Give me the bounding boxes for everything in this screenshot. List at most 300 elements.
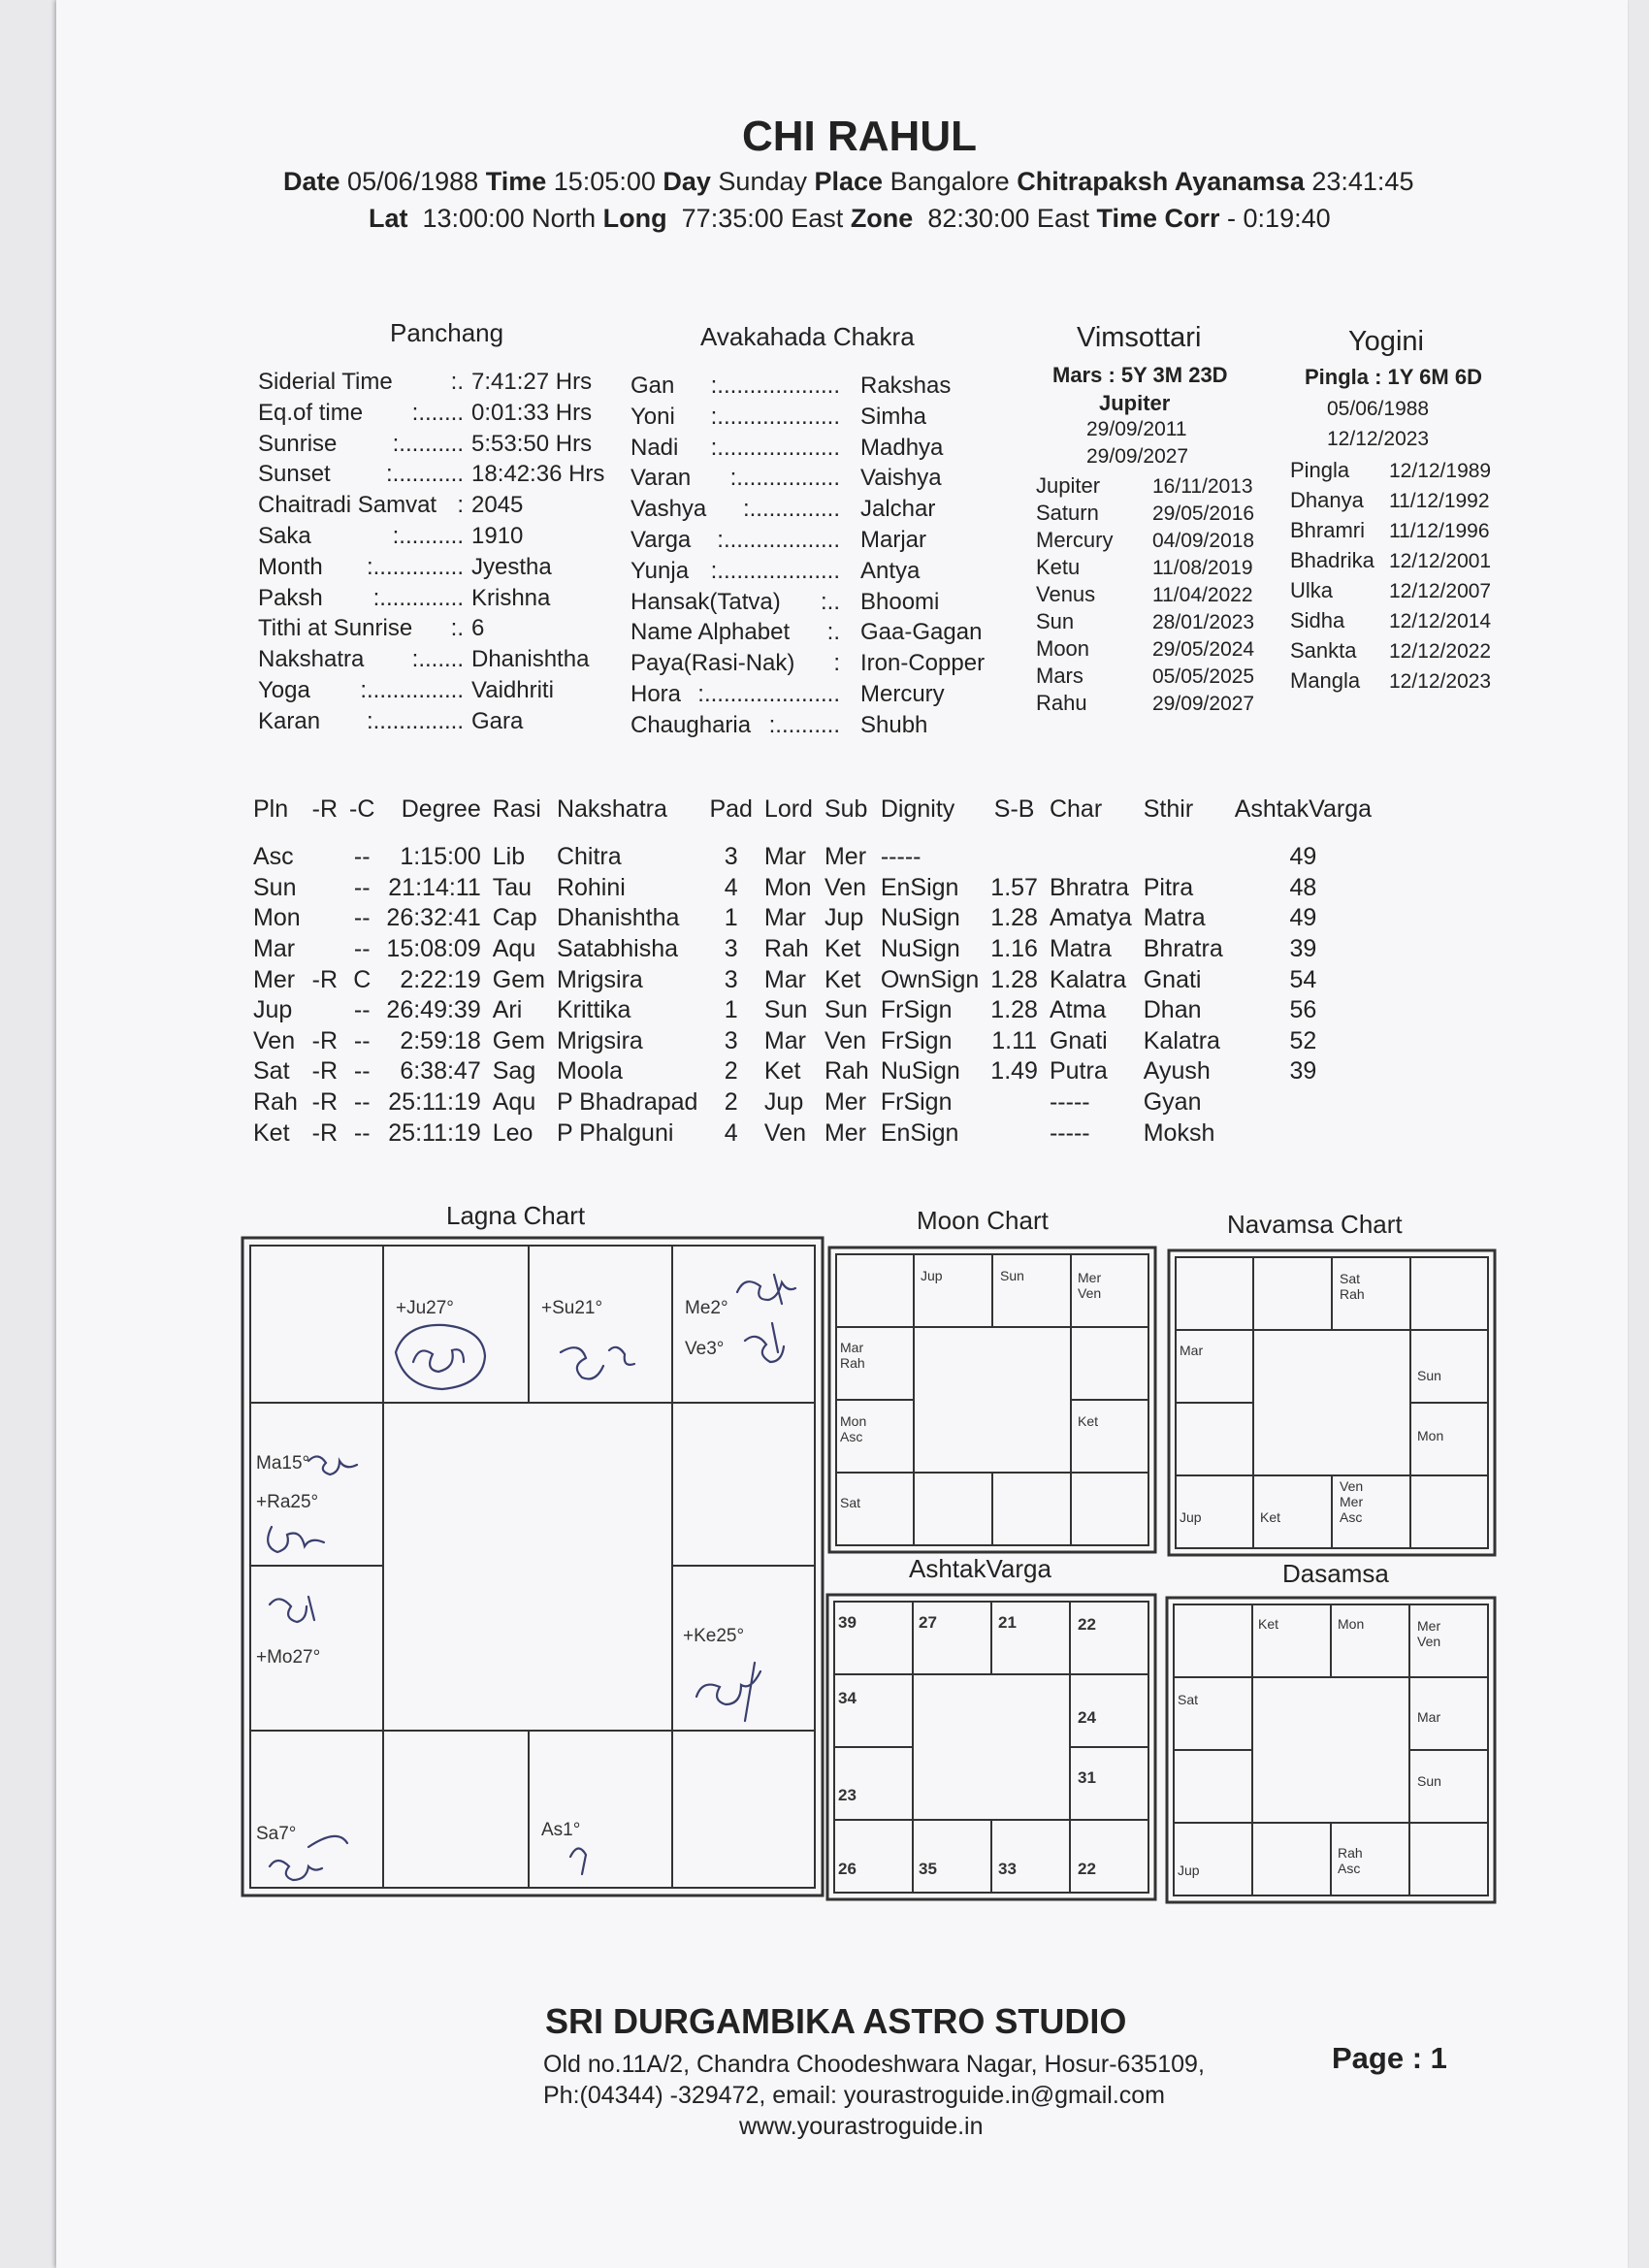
- planet-table-cell: [307, 873, 343, 904]
- planet-table-cell: 2:59:18: [400, 1026, 481, 1054]
- lagna-mer-label: Me2°: [685, 1298, 728, 1318]
- planet-table-row: [247, 1026, 1377, 1057]
- dasamsa-cell-sat: Sat: [1178, 1692, 1199, 1707]
- planet-table-cell: Mar: [763, 843, 806, 871]
- planet-table-cell: 26:49:39: [386, 996, 481, 1024]
- planet-table-cell: --: [353, 935, 371, 963]
- planet-table-cell: Mon: [253, 904, 301, 932]
- panchang-row-label: Yoga: [258, 677, 310, 703]
- yogini-date: 12/12/2001: [1389, 550, 1492, 572]
- planet-table-cell: 49: [1289, 904, 1317, 932]
- chart-owner-name: CHI RAHUL: [742, 113, 977, 160]
- planet-table-cell: Ven: [824, 1026, 867, 1054]
- planet-table-cell: Bhratra: [1049, 873, 1129, 901]
- planet-table-cell: [985, 1087, 1044, 1118]
- av-cell-r0c2: 21: [998, 1613, 1017, 1632]
- planet-table-cell: Chitra: [556, 843, 622, 871]
- yogini-date: 11/12/1996: [1389, 520, 1490, 542]
- planet-table-cell: [307, 995, 343, 1026]
- avakahada-row-value: Madhya: [860, 434, 944, 461]
- planet-table-cell: Mon: [763, 873, 812, 901]
- planet-table-cell: --: [353, 1118, 371, 1147]
- planet-table-cell: 26:32:41: [386, 904, 481, 932]
- planet-table-cell: Gyan: [1143, 1088, 1202, 1117]
- planet-table-cell: Mar: [763, 904, 806, 932]
- planet-table-cell: --: [353, 904, 371, 932]
- navamsa-cell-mer: Mer: [1340, 1494, 1364, 1509]
- planet-table-cell: Pitra: [1143, 873, 1194, 901]
- panchang-row-label: Siderial Time: [258, 369, 393, 395]
- planet-table-cell: 1:15:00: [400, 843, 481, 871]
- planet-table-cell: Mer: [824, 843, 867, 871]
- vimsottari-current: Jupiter: [1099, 391, 1171, 415]
- moon-cell-asc: Asc: [840, 1429, 863, 1444]
- planet-table-cell: Tau: [492, 873, 533, 901]
- vimsottari-date: 16/11/2013: [1152, 475, 1253, 498]
- planet-table-cell: 25:11:19: [388, 1118, 481, 1147]
- moon-chart: [827, 1246, 1157, 1554]
- planet-table-cell: 1: [724, 904, 738, 932]
- planet-table-cell: FrSign: [880, 1088, 953, 1117]
- panchang-title: Panchang: [390, 318, 504, 347]
- vimsottari-date: 11/04/2022: [1152, 584, 1253, 606]
- planet-table-header: S-B: [993, 795, 1035, 823]
- avakahada-row-label: Yoni: [630, 403, 675, 430]
- planet-table-cell: Putra: [1049, 1057, 1108, 1085]
- vimsottari-date: 29/09/2027: [1152, 693, 1255, 715]
- navamsa-cell-sun: Sun: [1417, 1368, 1441, 1383]
- vimsottari-planet: Mercury: [1036, 528, 1114, 552]
- lagna-sun-label: +Su21°: [541, 1298, 603, 1318]
- panchang-row-value: Dhanishtha: [471, 646, 590, 673]
- planet-table-header: -R: [311, 795, 339, 823]
- vimsottari-date: 29/05/2016: [1152, 502, 1255, 525]
- av-cell-r1c3: 24: [1078, 1708, 1096, 1727]
- planet-table-header: -C: [349, 795, 375, 823]
- planet-table-cell: Kalatra: [1049, 965, 1127, 993]
- planet-table-cell: Kalatra: [1143, 1026, 1220, 1054]
- navamsa-cell-sat: Sat: [1340, 1271, 1361, 1286]
- planet-table-cell: Asc: [253, 843, 294, 871]
- avakahada-title: Avakahada Chakra: [700, 322, 915, 351]
- planet-table-cell: Sun: [763, 996, 808, 1024]
- planet-table-cell: 15:08:09: [386, 935, 481, 963]
- planet-table-row: [247, 1056, 1377, 1087]
- planet-table-cell: Amatya: [1049, 904, 1132, 932]
- planet-table-cell: 1.16: [990, 935, 1038, 963]
- dasamsa-cell-jup: Jup: [1178, 1863, 1200, 1878]
- navamsa-cell-mar: Mar: [1180, 1343, 1204, 1358]
- av-cell-r3c3: 22: [1078, 1860, 1096, 1878]
- planet-table-cell: 3: [724, 935, 738, 963]
- moon-cell-rah: Rah: [840, 1355, 865, 1371]
- lagna-asc-label: As1°: [541, 1820, 581, 1840]
- planet-table-cell: Aqu: [492, 1088, 536, 1117]
- panchang-row-value: 0:01:33 Hrs: [471, 399, 593, 426]
- birth-details-line-2: Lat 13:00:00 North Long 77:35:00 East Zone 82:30:00 East Time Corr - 0:19:40: [369, 204, 1331, 233]
- vimsottari-end: 29/09/2027: [1086, 445, 1189, 468]
- planet-table-cell: 3: [724, 1026, 738, 1054]
- vimsottari-date: 11/08/2019: [1152, 557, 1253, 579]
- planet-table-cell: 39: [1289, 1057, 1317, 1085]
- lagna-chart-title: Lagna Chart: [446, 1201, 586, 1230]
- planet-table-cell: 25:11:19: [388, 1088, 481, 1117]
- moon-cell-ket: Ket: [1078, 1413, 1099, 1429]
- planet-table-cell: Ven: [253, 1026, 296, 1054]
- planet-table-header: Nakshatra: [556, 795, 667, 823]
- planet-table-row: [247, 1118, 1377, 1149]
- planet-table-cell: Atma: [1049, 996, 1107, 1024]
- planet-table-cell: Rohini: [556, 873, 626, 901]
- vimsottari-planet: Mars: [1036, 664, 1083, 688]
- moon-cell-ven: Ven: [1078, 1285, 1102, 1301]
- planet-table-row: [247, 842, 1377, 873]
- planet-table-header: Sub: [824, 795, 868, 823]
- navamsa-cell-ven: Ven: [1340, 1478, 1364, 1494]
- planet-table-row: [247, 934, 1377, 965]
- planet-table-cell: Rah: [763, 935, 809, 963]
- avakahada-row-value: Gaa-Gagan: [860, 619, 983, 646]
- moon-chart-title: Moon Chart: [917, 1206, 1049, 1235]
- planet-table-cell: P Bhadrapad: [556, 1088, 698, 1117]
- planet-table-cell: P Phalguni: [556, 1118, 674, 1147]
- panchang-row-value: 7:41:27 Hrs: [471, 369, 593, 395]
- dasamsa-cell-mar: Mar: [1417, 1709, 1441, 1725]
- vimsottari-planet: Jupiter: [1036, 473, 1101, 498]
- planet-table-cell: 1.49: [990, 1057, 1038, 1085]
- moon-cell-sat: Sat: [840, 1495, 861, 1510]
- planet-table-header: Pad: [709, 795, 753, 823]
- planet-table-cell: 52: [1289, 1026, 1317, 1054]
- avakahada-row-label: Hora: [630, 681, 682, 707]
- panchang-row-label: Eq.of time: [258, 399, 364, 426]
- planet-table-cell: --: [353, 843, 371, 871]
- planet-table-cell: Moksh: [1143, 1118, 1215, 1147]
- planet-table-row: [247, 995, 1377, 1026]
- planet-table-header: Rasi: [492, 795, 541, 823]
- yogini-date: 12/12/2022: [1389, 640, 1492, 663]
- planet-table-cell: 48: [1289, 873, 1317, 901]
- panchang-row-label: Paksh: [258, 584, 323, 611]
- planet-table-cell: EnSign: [880, 1118, 959, 1147]
- panchang-row-value: 18:42:36 Hrs: [471, 461, 605, 488]
- avakahada-row-value: Jalchar: [860, 496, 936, 523]
- yogini-name: Dhanya: [1290, 488, 1364, 512]
- navamsa-cell-ket: Ket: [1260, 1509, 1281, 1525]
- panchang-row-value: Vaidhriti: [471, 677, 554, 703]
- planet-table-cell: 3: [724, 965, 738, 993]
- navamsa-chart-title: Navamsa Chart: [1227, 1210, 1403, 1239]
- studio-contact: Ph:(04344) -329472, email: yourastroguide.in@gmail.com: [543, 2082, 1165, 2109]
- planet-table-cell: 1.28: [990, 965, 1038, 993]
- vimsottari-planet: Saturn: [1036, 501, 1099, 525]
- avakahada-row-label: Varga: [630, 527, 692, 553]
- planet-table-cell: [307, 934, 343, 965]
- dasamsa-cell-mon: Mon: [1338, 1616, 1365, 1632]
- avakahada-row-label: Nadi: [630, 434, 679, 461]
- planet-table-cell: Gem: [492, 1026, 545, 1054]
- planet-table-cell: Sat: [253, 1057, 290, 1085]
- vimsottari-balance: Mars : 5Y 3M 23D: [1052, 363, 1228, 387]
- planet-table-cell: -R: [311, 1088, 339, 1117]
- dasamsa-cell-mer: Mer: [1417, 1618, 1441, 1634]
- planet-table-cell: Ket: [824, 965, 861, 993]
- panchang-row-value: Gara: [471, 707, 524, 734]
- planet-table-cell: -R: [311, 965, 339, 993]
- planet-table-cell: Moola: [556, 1057, 624, 1085]
- planet-table-cell: Rah: [253, 1088, 298, 1117]
- planet-table-cell: Bhratra: [1143, 935, 1223, 963]
- planet-table-cell: 1: [724, 996, 738, 1024]
- lagna-chart: [241, 1236, 824, 1897]
- studio-address: Old no.11A/2, Chandra Choodeshwara Nagar, Hosur-635109,: [543, 2051, 1205, 2078]
- planet-table-cell: [1229, 1087, 1377, 1118]
- vimsottari-planet: Venus: [1036, 582, 1096, 606]
- panchang-row-label: Sunrise: [258, 430, 338, 457]
- planet-table-cell: Gnati: [1143, 965, 1202, 993]
- planet-table-cell: [1044, 842, 1138, 873]
- yogini-name: Bhadrika: [1290, 548, 1374, 572]
- planet-table-cell: 1.57: [990, 873, 1038, 901]
- planet-table-cell: 4: [724, 873, 738, 901]
- panchang-row-label: Saka: [258, 523, 311, 549]
- planet-table-cell: Krittika: [556, 996, 631, 1024]
- birth-details-line-1: Date 05/06/1988 Time 15:05:00 Day Sunday Place Bangalore Chitrapaksh Ayanamsa 23:41:45: [283, 167, 1414, 196]
- lagna-rah-label: +Ra25°: [256, 1492, 319, 1512]
- vimsottari-planet: Ketu: [1036, 555, 1081, 579]
- yogini-date: 12/12/1989: [1389, 460, 1492, 482]
- planet-table-cell: --: [353, 1057, 371, 1085]
- planet-table-cell: 3: [724, 843, 738, 871]
- av-cell-r3c0: 26: [838, 1860, 857, 1878]
- vimsottari-date: 05/05/2025: [1152, 665, 1255, 688]
- planet-table-cell: -R: [311, 1026, 339, 1054]
- planet-table-cell: --: [353, 1088, 371, 1117]
- yogini-name: Pingla: [1290, 458, 1350, 482]
- moon-cell-mer: Mer: [1078, 1270, 1102, 1285]
- avakahada-row-label: Hansak(Tatva): [630, 588, 781, 615]
- planet-table-cell: Mar: [763, 965, 806, 993]
- planet-table-cell: --: [353, 873, 371, 901]
- lagna-ket-label: +Ke25°: [683, 1626, 745, 1646]
- planet-table-cell: NuSign: [880, 935, 960, 963]
- yogini-name: Sidha: [1290, 608, 1345, 632]
- planet-table-cell: 6:38:47: [400, 1057, 481, 1085]
- avakahada-row-value: Simha: [860, 403, 927, 430]
- av-cell-r0c0: 39: [838, 1613, 857, 1632]
- planet-table-cell: 1.28: [990, 904, 1038, 932]
- av-cell-r0c1: 27: [919, 1613, 937, 1632]
- av-cell-r1c0: 34: [838, 1689, 857, 1707]
- avakahada-row-label: Yunja: [630, 557, 690, 584]
- avakahada-row-value: Antya: [860, 557, 921, 584]
- planet-table-cell: Gnati: [1049, 1026, 1108, 1054]
- vimsottari-date: 04/09/2018: [1152, 530, 1255, 552]
- planet-table-cell: Mer: [824, 1118, 867, 1147]
- lagna-sat-label: Sa7°: [256, 1824, 297, 1844]
- avakahada-row-label: Varan: [630, 465, 692, 492]
- moon-cell-jup: Jup: [921, 1268, 943, 1283]
- planet-table-header: Degree: [401, 795, 481, 823]
- planet-table-cell: Jup: [763, 1088, 804, 1117]
- planet-table-cell: 2: [724, 1088, 738, 1117]
- avakahada-row-value: Marjar: [860, 527, 927, 553]
- yogini-end: 12/12/2023: [1327, 428, 1430, 450]
- panchang-row-value: Krishna: [471, 584, 551, 611]
- planet-table-cell: Ket: [763, 1057, 801, 1085]
- avakahada-row-value: Bhoomi: [860, 588, 940, 615]
- planet-table-cell: [985, 1118, 1044, 1149]
- planet-table: [247, 795, 1377, 1149]
- yogini-name: Ulka: [1290, 578, 1334, 602]
- panchang-row-value: 6: [471, 615, 485, 642]
- planet-table-header: AshtakVarga: [1234, 795, 1373, 823]
- planet-table-cell: Dhanishtha: [556, 904, 680, 932]
- page-number: Page : 1: [1332, 2041, 1447, 2075]
- planet-table-cell: Dhan: [1143, 996, 1202, 1024]
- vimsottari-planet: Sun: [1036, 609, 1075, 633]
- av-cell-r3c2: 33: [998, 1860, 1017, 1878]
- planet-table-cell: Jup: [824, 904, 864, 932]
- planet-table-cell: [307, 903, 343, 934]
- planet-table-row: [247, 873, 1377, 904]
- planet-table-header: Char: [1049, 795, 1103, 823]
- av-cell-r0c3: 22: [1078, 1615, 1096, 1634]
- yogini-title: Yogini: [1348, 326, 1424, 357]
- planet-table-cell: Lib: [492, 843, 526, 871]
- planet-table-cell: Cap: [492, 904, 537, 932]
- planet-table-cell: Mrigsira: [556, 965, 643, 993]
- planet-table-cell: --: [353, 996, 371, 1024]
- moon-cell-mar: Mar: [840, 1340, 864, 1355]
- panchang-row-label: Chaitradi Samvat: [258, 492, 437, 519]
- navamsa-cell-rah: Rah: [1340, 1286, 1365, 1302]
- planet-table-cell: 54: [1289, 965, 1317, 993]
- planet-table-cell: 1.11: [991, 1026, 1038, 1054]
- planet-table-cell: -----: [1049, 1118, 1090, 1147]
- planet-table-cell: Sag: [492, 1057, 536, 1085]
- panchang-row-label: Karan: [258, 707, 321, 734]
- planet-table-cell: Leo: [492, 1118, 534, 1147]
- lagna-mon-label: +Mo27°: [256, 1647, 321, 1668]
- panchang-row-label: Month: [258, 553, 323, 580]
- planet-table-cell: Ket: [824, 935, 861, 963]
- planet-table-cell: 49: [1289, 843, 1317, 871]
- navamsa-cell-mon: Mon: [1417, 1428, 1444, 1443]
- moon-cell-mon: Mon: [840, 1413, 867, 1429]
- planet-table-cell: 2: [724, 1057, 738, 1085]
- planet-table-cell: -----: [880, 843, 922, 871]
- planet-table-cell: [1229, 1118, 1377, 1149]
- avakahada-row-value: Iron-Copper: [860, 650, 986, 677]
- vimsottari-start: 29/09/2011: [1086, 418, 1187, 440]
- avakahada-row-value: Rakshas: [860, 373, 952, 399]
- planet-table-row: [247, 1087, 1377, 1118]
- studio-website: www.yourastroguide.in: [739, 2113, 984, 2140]
- navamsa-cell-asc: Asc: [1340, 1509, 1363, 1525]
- planet-table-cell: Gem: [492, 965, 545, 993]
- dasamsa-cell-asc: Asc: [1338, 1861, 1361, 1876]
- yogini-date: 11/12/1992: [1389, 490, 1490, 512]
- planet-table-cell: Rah: [824, 1057, 869, 1085]
- yogini-name: Sankta: [1290, 638, 1357, 663]
- planet-table-cell: FrSign: [880, 996, 953, 1024]
- yogini-start: 05/06/1988: [1327, 398, 1430, 420]
- planet-table-cell: EnSign: [880, 873, 959, 901]
- dasamsa-cell-rah: Rah: [1338, 1845, 1363, 1861]
- panchang-row-value: 2045: [471, 492, 524, 519]
- planet-table-cell: NuSign: [880, 1057, 960, 1085]
- planet-table-cell: Sun: [824, 996, 868, 1024]
- avakahada-row-label: Chaugharia: [630, 711, 752, 738]
- yogini-balance: Pingla : 1Y 6M 6D: [1305, 365, 1482, 389]
- dasamsa-cell-ket: Ket: [1258, 1616, 1279, 1632]
- panchang-row-value: 5:53:50 Hrs: [471, 430, 593, 457]
- vimsottari-planet: Rahu: [1036, 691, 1087, 715]
- av-cell-r2c0: 23: [838, 1786, 857, 1804]
- av-cell-r3c1: 35: [919, 1860, 937, 1878]
- yogini-name: Bhramri: [1290, 518, 1366, 542]
- planet-table-cell: Ari: [492, 996, 523, 1024]
- planet-table-cell: 21:14:11: [388, 873, 481, 901]
- dasamsa-cell-sun: Sun: [1417, 1773, 1441, 1789]
- panchang-row-label: Nakshatra: [258, 646, 365, 673]
- planet-table-header: Pln: [253, 795, 289, 823]
- studio-name: SRI DURGAMBIKA ASTRO STUDIO: [545, 2001, 1127, 2041]
- yogini-date: 12/12/2023: [1389, 670, 1492, 693]
- lagna-mar-label: Ma15°: [256, 1453, 310, 1474]
- avakahada-row-label: Gan: [630, 373, 675, 399]
- avakahada-row-value: Mercury: [860, 681, 945, 707]
- planet-table-cell: [307, 842, 343, 873]
- planet-table-cell: NuSign: [880, 904, 960, 932]
- planet-table-cell: C: [353, 965, 372, 993]
- planet-table-cell: Mar: [253, 935, 296, 963]
- av-cell-r2c3: 31: [1078, 1768, 1096, 1787]
- planet-table-row: [247, 964, 1377, 995]
- panchang-row-label: Tithi at Sunrise: [258, 615, 413, 642]
- planet-table-cell: 39: [1289, 935, 1317, 963]
- handwritten-annotations: [268, 1275, 795, 1880]
- planet-table-cell: Ayush: [1143, 1057, 1211, 1085]
- vimsottari-date: 29/05/2024: [1152, 638, 1255, 661]
- planet-table-cell: -R: [311, 1057, 339, 1085]
- dasamsa-chart: [1165, 1596, 1497, 1904]
- planet-table-cell: Ket: [253, 1118, 290, 1147]
- panchang-row-value: 1910: [471, 523, 524, 549]
- planet-table-cell: Matra: [1143, 904, 1206, 932]
- vimsottari-date: 28/01/2023: [1152, 611, 1255, 633]
- planet-table-cell: Mer: [253, 965, 296, 993]
- moon-cell-sun: Sun: [1000, 1268, 1024, 1283]
- ashtakvarga-chart-title: AshtakVarga: [909, 1554, 1051, 1583]
- dasamsa-cell-ven: Ven: [1417, 1634, 1441, 1649]
- planet-table-row: [247, 903, 1377, 934]
- planet-table-cell: Sun: [253, 873, 297, 901]
- avakahada-row-value: Shubh: [860, 711, 928, 738]
- planet-table-cell: 4: [724, 1118, 738, 1147]
- vimsottari-planet: Moon: [1036, 636, 1090, 661]
- planet-table-cell: [1138, 842, 1229, 873]
- planet-table-cell: --: [353, 1026, 371, 1054]
- planet-table-header: Sthir: [1143, 795, 1194, 823]
- navamsa-cell-jup: Jup: [1180, 1509, 1202, 1525]
- yogini-date: 12/12/2007: [1389, 580, 1492, 602]
- planet-table-cell: Jup: [253, 996, 293, 1024]
- planet-table-header: Lord: [763, 795, 813, 823]
- dasamsa-chart-title: Dasamsa: [1282, 1559, 1389, 1588]
- panchang-row-label: Sunset: [258, 461, 331, 488]
